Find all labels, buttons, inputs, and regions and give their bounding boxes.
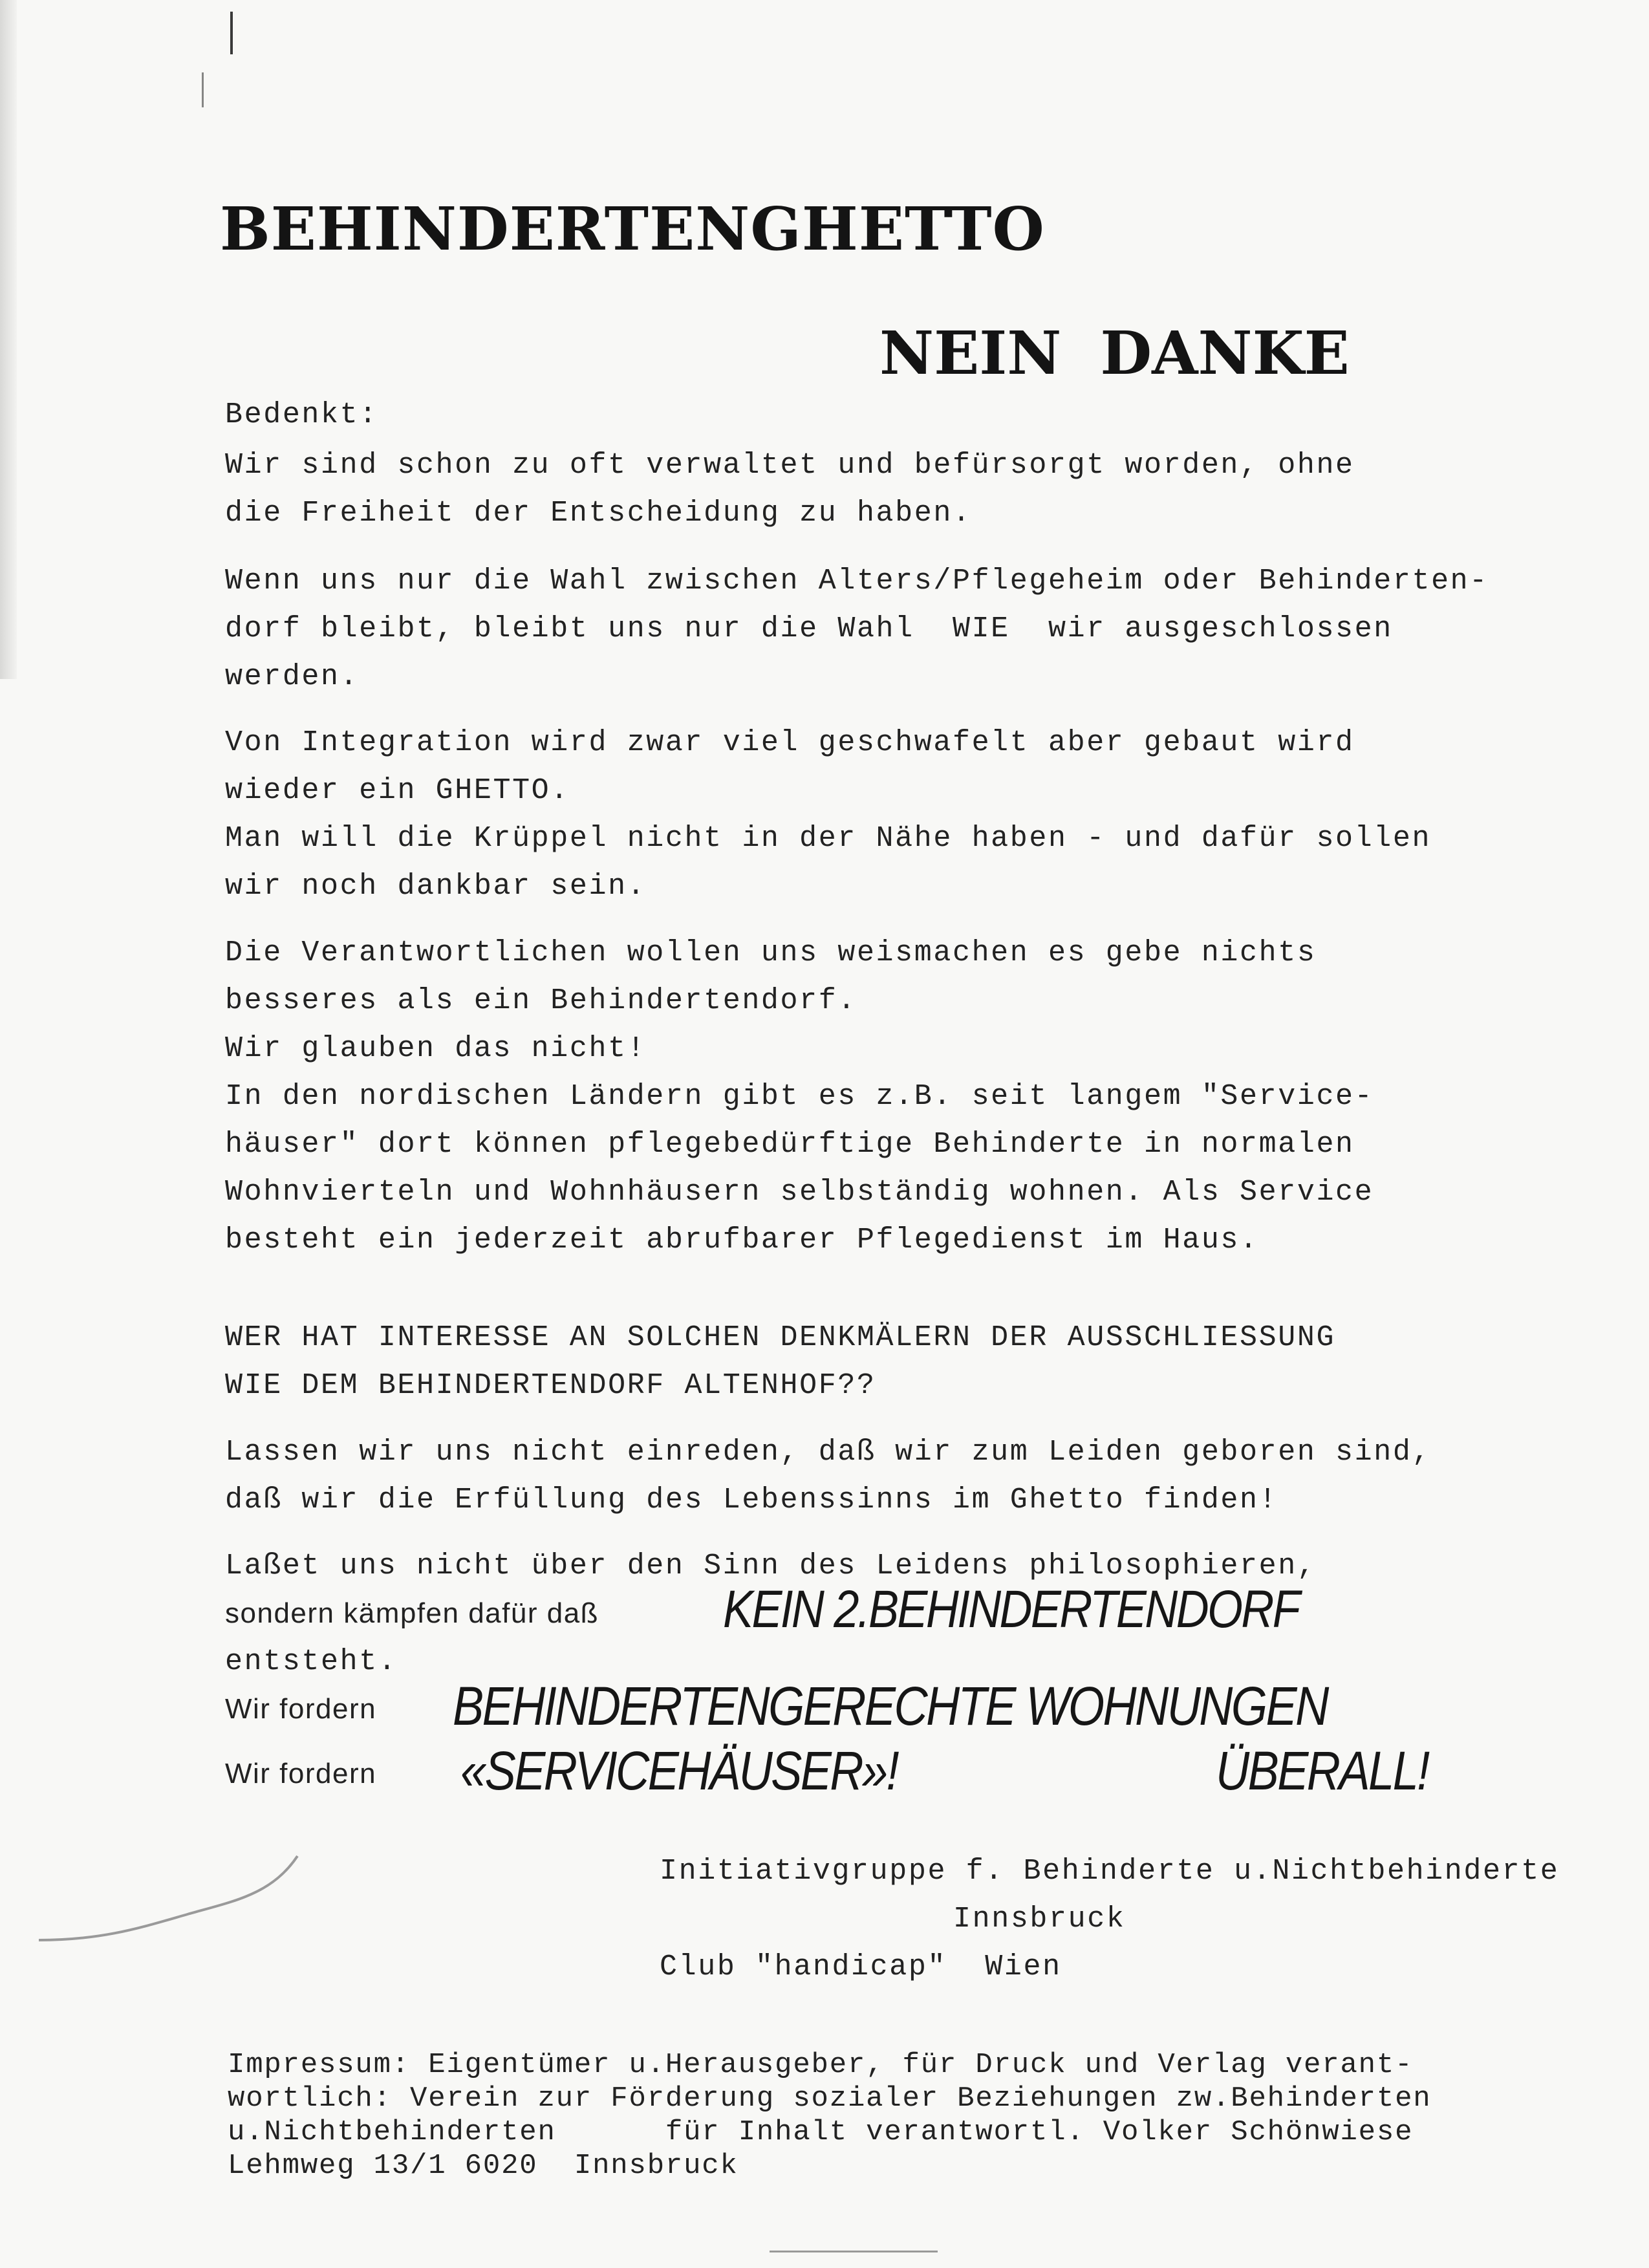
impressum-line: Lehmweg 13/1 6020 Innsbruck	[228, 2150, 738, 2182]
scan-mark	[202, 72, 204, 107]
text-bedenkt: Bedenkt:	[225, 398, 378, 431]
paragraph-line: daß wir die Erfüllung des Lebenssinns im Ghetto finden!	[225, 1484, 1278, 1517]
impressum-line: wortlich: Verein zur Förderung sozialer Beziehungen zw.Behinderten	[228, 2082, 1432, 2115]
scan-mark	[770, 2251, 938, 2252]
paragraph-line: besseres als ein Behindertendorf.	[225, 984, 857, 1017]
paragraph-line: Von Integration wird zwar viel geschwafelt aber gebaut wird	[225, 726, 1355, 759]
paragraph-line: wieder ein GHETTO.	[225, 774, 570, 807]
paragraph-line: häuser" dort können pflegebedürftige Behinderte in normalen	[225, 1128, 1355, 1161]
paragraph-line: besteht ein jederzeit abrufbarer Pflegedienst im Haus.	[225, 1224, 1259, 1257]
paragraph-line-prefix: sondern kämpfen dafür daß	[225, 1597, 599, 1629]
paragraph-line: Wir glauben das nicht!	[225, 1032, 647, 1065]
paragraph-line: Wir sind schon zu oft verwaltet und befürsorgt worden, ohne	[225, 449, 1355, 482]
signature-club-handicap: Club "handicap" Wien	[660, 1950, 1062, 1983]
demand-prefix: Wir fordern	[225, 1758, 377, 1789]
stamp-behindertengerechte-wohnungen: BEHINDERTENGERECHTE WOHNUNGEN	[453, 1676, 1328, 1736]
stamp-servicehaeuser: «SERVICEHÄUSER»!	[460, 1740, 898, 1801]
impressum-line: Impressum: Eigentümer u.Herausgeber, für Druck und Verlag verant-	[228, 2049, 1414, 2081]
paragraph-line: Lassen wir uns nicht einreden, daß wir zum Leiden geboren sind,	[225, 1436, 1432, 1469]
paragraph-line: wir noch dankbar sein.	[225, 870, 647, 903]
paragraph-line: Laßet uns nicht über den Sinn des Leidens philosophieren,	[225, 1550, 1317, 1582]
stamp-ueberall: ÜBERALL!	[1216, 1740, 1428, 1801]
paragraph-line: Wenn uns nur die Wahl zwischen Alters/Pflegeheim oder Behinderten-	[225, 565, 1489, 598]
paragraph-line: entsteht.	[225, 1645, 398, 1678]
paragraph-line: die Freiheit der Entscheidung zu haben.	[225, 497, 972, 530]
paragraph-line: Wohnvierteln und Wohnhäusern selbständig wohnen. Als Service	[225, 1176, 1374, 1209]
paragraph-line: WIE DEM BEHINDERTENDORF ALTENHOF??	[225, 1369, 876, 1402]
paragraph-line: werden.	[225, 660, 360, 693]
paragraph-line: dorf bleibt, bleibt uns nur die Wahl WIE wir ausgeschlossen	[225, 612, 1393, 645]
impressum-line: u.Nichtbehinderten für Inhalt verantwortl. Volker Schönwiese	[228, 2116, 1414, 2148]
pencil-stroke	[26, 1843, 310, 1953]
paragraph-line: WER HAT INTERESSE AN SOLCHEN DENKMÄLERN DER AUSSCHLIESSUNG	[225, 1321, 1336, 1354]
signature-initiativgruppe: Initiativgruppe f. Behinderte u.Nichtbehinderte	[660, 1855, 1560, 1888]
paragraph-line: Man will die Krüppel nicht in der Nähe haben - und dafür sollen	[225, 822, 1432, 855]
stamp-kein-behindertendorf: KEIN 2.BEHINDERTENDORF	[723, 1580, 1299, 1639]
scan-edge-shadow	[0, 0, 17, 679]
headline-nein-danke: NEIN DANKE	[879, 318, 1350, 388]
paragraph-line: In den nordischen Ländern gibt es z.B. seit langem "Service-	[225, 1080, 1374, 1113]
demand-prefix: Wir fordern	[225, 1693, 377, 1725]
signature-innsbruck: Innsbruck	[953, 1903, 1126, 1936]
scan-mark	[230, 12, 233, 54]
headline-behindertenghetto: BEHINDERTENGHETTO	[220, 194, 1045, 264]
paragraph-line: Die Verantwortlichen wollen uns weismachen es gebe nichts	[225, 936, 1317, 969]
